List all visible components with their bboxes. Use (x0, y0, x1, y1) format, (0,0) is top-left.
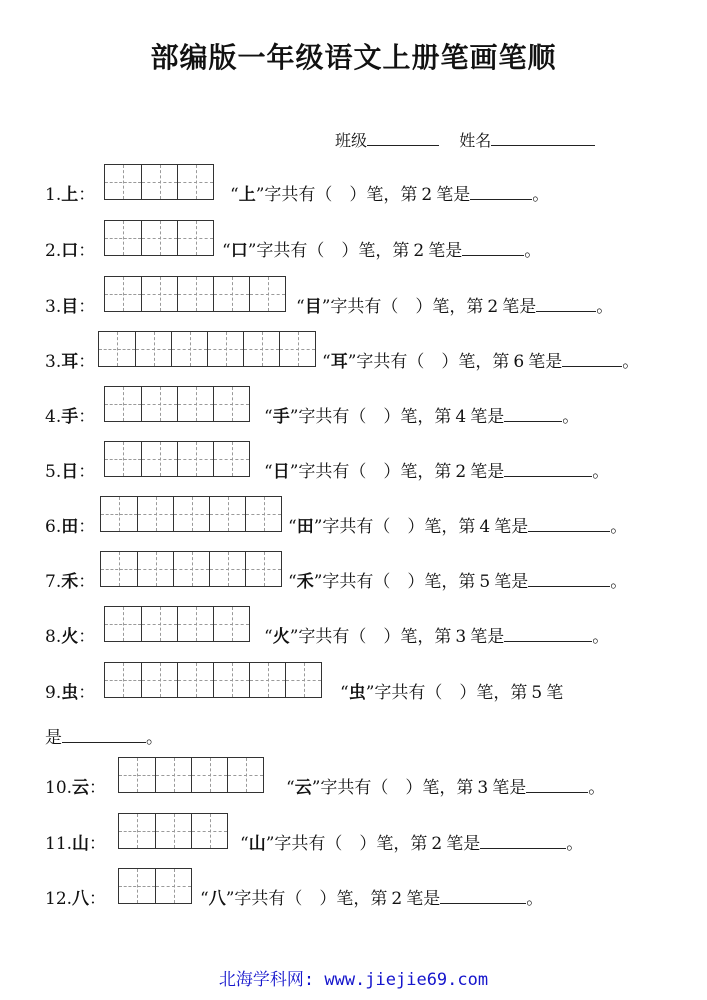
question-prefix: 字共有（ ）笔，第 (374, 683, 528, 703)
question-text: “虫”字共有（ ）笔，第 5 笔 (340, 683, 564, 703)
item-label: 4.手： (45, 407, 96, 427)
question-suffix: 笔是 (446, 834, 481, 854)
grid-cell[interactable] (105, 165, 141, 199)
item-char: 火 (61, 627, 79, 647)
end-mark: 。 (562, 407, 580, 427)
stroke-grid[interactable] (104, 606, 250, 642)
end-mark: 。 (146, 728, 163, 748)
answer-blank[interactable] (504, 464, 592, 477)
grid-cell[interactable] (171, 332, 207, 366)
grid-cell[interactable] (101, 497, 137, 531)
item-char: 手 (61, 407, 79, 427)
question-text: “禾”字共有（ ）笔，第 5 笔是 。 (288, 572, 628, 592)
question-suffix: 笔是 (470, 407, 505, 427)
grid-cell[interactable] (177, 387, 213, 421)
grid-cell[interactable] (155, 814, 191, 848)
question-text: “日”字共有（ ）笔，第 2 笔是 。 (264, 462, 610, 482)
question-text: “目”字共有（ ）笔，第 2 笔是 。 (296, 297, 614, 317)
stroke-grid[interactable] (104, 164, 214, 200)
question-suffix: 笔是 (406, 889, 441, 909)
item-label: 5.日： (45, 462, 96, 482)
question-suffix: 笔是 (470, 462, 505, 482)
item-number: 6. (45, 517, 62, 537)
grid-cell[interactable] (105, 277, 141, 311)
stroke-grid[interactable] (104, 386, 250, 422)
item-label: 11.山： (45, 834, 107, 854)
stroke-number: 3 (455, 627, 467, 647)
item-number: 1. (45, 185, 62, 205)
question-text: “云”字共有（ ）笔，第 3 笔是 。 (286, 778, 606, 798)
answer-blank[interactable] (528, 519, 610, 532)
grid-cell[interactable] (191, 814, 227, 848)
grid-cell[interactable] (119, 758, 155, 792)
stroke-grid[interactable] (104, 441, 250, 477)
question-continuation-text: 是 (45, 728, 62, 748)
question-prefix: 字共有（ ）笔，第 (256, 241, 410, 261)
grid-cell[interactable] (279, 332, 315, 366)
class-blank[interactable] (367, 131, 439, 146)
stroke-number: 3 (477, 778, 489, 798)
grid-cell[interactable] (137, 497, 173, 531)
question-prefix: 字共有（ ）笔，第 (320, 778, 474, 798)
question-char: 上 (238, 185, 256, 205)
item-char: 上 (61, 185, 79, 205)
item-label: 8.火： (45, 627, 96, 647)
question-prefix: 字共有（ ）笔，第 (298, 627, 452, 647)
item-label: 12.八： (45, 889, 107, 909)
item-number: 12. (45, 889, 73, 909)
end-mark: 。 (592, 462, 610, 482)
item-label: 3.目： (45, 297, 96, 317)
grid-cell[interactable] (101, 552, 137, 586)
question-text: “山”字共有（ ）笔，第 2 笔是 。 (240, 834, 584, 854)
question-prefix: 字共有（ ）笔，第 (322, 572, 476, 592)
grid-cell[interactable] (105, 663, 141, 697)
question-char: 火 (272, 627, 290, 647)
stroke-number: 2 (487, 297, 499, 317)
stroke-number: 5 (531, 683, 543, 703)
answer-blank[interactable] (480, 836, 566, 849)
item-label: 10.云： (45, 778, 107, 798)
grid-cell[interactable] (141, 387, 177, 421)
item-label: 6.田： (45, 517, 96, 537)
question-suffix: 笔是 (494, 517, 529, 537)
grid-cell[interactable] (141, 607, 177, 641)
grid-cell[interactable] (213, 663, 249, 697)
stroke-grid[interactable] (118, 813, 228, 849)
end-mark: 。 (596, 297, 614, 317)
question-text: “田”字共有（ ）笔，第 4 笔是 。 (288, 517, 628, 537)
answer-blank[interactable] (62, 730, 146, 743)
question-char: 口 (230, 241, 248, 261)
question-prefix: 字共有（ ）笔，第 (274, 834, 428, 854)
stroke-number: 2 (391, 889, 403, 909)
end-mark: 。 (592, 627, 610, 647)
question-char: 虫 (348, 683, 366, 703)
grid-cell[interactable] (141, 221, 177, 255)
grid-cell[interactable] (177, 607, 213, 641)
question-char: 耳 (330, 352, 348, 372)
stroke-grid[interactable] (100, 496, 282, 532)
class-label: 班级 (335, 131, 368, 150)
answer-blank[interactable] (562, 354, 622, 367)
grid-cell[interactable] (245, 497, 281, 531)
question-continuation (45, 723, 163, 748)
item-char: 日 (61, 462, 79, 482)
item-char: 虫 (61, 683, 79, 703)
answer-blank[interactable] (526, 780, 588, 793)
question-suffix: 笔是 (502, 297, 537, 317)
grid-cell[interactable] (243, 332, 279, 366)
end-mark: 。 (610, 517, 628, 537)
grid-cell[interactable] (177, 663, 213, 697)
item-char: 禾 (61, 572, 79, 592)
item-char: 八 (72, 889, 90, 909)
stroke-number: 2 (455, 462, 467, 482)
grid-cell[interactable] (213, 442, 249, 476)
grid-cell[interactable] (141, 442, 177, 476)
name-label: 姓名 (459, 131, 492, 150)
grid-cell[interactable] (209, 497, 245, 531)
student-info (335, 128, 595, 151)
item-label: 3.耳： (45, 352, 96, 372)
grid-cell[interactable] (105, 607, 141, 641)
question-char: 田 (296, 517, 314, 537)
question-text: “火”字共有（ ）笔，第 3 笔是 。 (264, 627, 610, 647)
item-number: 5. (45, 462, 62, 482)
stroke-grid[interactable] (104, 220, 214, 256)
item-number: 2. (45, 241, 62, 261)
question-prefix: 字共有（ ）笔，第 (234, 889, 388, 909)
question-text: “手”字共有（ ）笔，第 4 笔是 。 (264, 407, 580, 427)
grid-cell[interactable] (245, 552, 281, 586)
end-mark: 。 (526, 889, 544, 909)
item-number: 10. (45, 778, 73, 798)
item-number: 9. (45, 683, 62, 703)
grid-cell[interactable] (135, 332, 171, 366)
grid-cell[interactable] (155, 758, 191, 792)
item-char: 田 (61, 517, 79, 537)
question-text: “上”字共有（ ）笔，第 2 笔是 。 (230, 185, 550, 205)
end-mark: 。 (532, 185, 550, 205)
end-mark: 。 (524, 241, 542, 261)
item-label: 2.口： (45, 241, 96, 261)
question-suffix: 笔是 (470, 627, 505, 647)
question-suffix: 笔 (546, 683, 564, 703)
question-suffix: 笔是 (494, 572, 529, 592)
grid-cell[interactable] (191, 758, 227, 792)
question-prefix: 字共有（ ）笔，第 (322, 517, 476, 537)
question-suffix: 笔是 (436, 185, 471, 205)
stroke-number: 2 (421, 185, 433, 205)
item-label: 1.上： (45, 185, 96, 205)
item-number: 3. (45, 297, 62, 317)
item-char: 口 (61, 241, 79, 261)
item-number: 8. (45, 627, 62, 647)
answer-blank[interactable] (470, 187, 532, 200)
grid-cell[interactable] (155, 869, 191, 903)
grid-cell[interactable] (173, 497, 209, 531)
answer-blank[interactable] (504, 409, 562, 422)
grid-cell[interactable] (177, 165, 213, 199)
grid-cell[interactable] (285, 663, 321, 697)
end-mark: 。 (622, 352, 640, 372)
stroke-number: 2 (431, 834, 443, 854)
grid-cell[interactable] (213, 387, 249, 421)
answer-blank[interactable] (528, 574, 610, 587)
question-prefix: 字共有（ ）笔，第 (330, 297, 484, 317)
end-mark: 。 (610, 572, 628, 592)
end-mark: 。 (566, 834, 584, 854)
grid-cell[interactable] (99, 332, 135, 366)
stroke-grid[interactable] (98, 331, 316, 367)
question-text: “八”字共有（ ）笔，第 2 笔是 。 (200, 889, 544, 909)
item-label: 9.虫： (45, 683, 96, 703)
question-prefix: 字共有（ ）笔，第 (264, 185, 418, 205)
item-number: 11. (45, 834, 73, 854)
question-suffix: 笔是 (428, 241, 463, 261)
grid-cell[interactable] (141, 165, 177, 199)
question-text: “耳”字共有（ ）笔，第 6 笔是 。 (322, 352, 640, 372)
stroke-grid[interactable] (118, 757, 264, 793)
item-char: 山 (72, 834, 90, 854)
grid-cell[interactable] (249, 277, 285, 311)
name-blank[interactable] (491, 131, 595, 146)
grid-cell[interactable] (249, 663, 285, 697)
question-prefix: 字共有（ ）笔，第 (298, 407, 452, 427)
stroke-number: 4 (455, 407, 467, 427)
item-number: 4. (45, 407, 62, 427)
grid-cell[interactable] (105, 221, 141, 255)
item-number: 3. (45, 352, 62, 372)
stroke-grid[interactable] (118, 868, 192, 904)
grid-cell[interactable] (177, 277, 213, 311)
grid-cell[interactable] (227, 758, 263, 792)
grid-cell[interactable] (119, 814, 155, 848)
grid-cell[interactable] (105, 442, 141, 476)
grid-cell[interactable] (207, 332, 243, 366)
answer-blank[interactable] (440, 891, 526, 904)
question-prefix: 字共有（ ）笔，第 (298, 462, 452, 482)
grid-cell[interactable] (141, 663, 177, 697)
stroke-number: 5 (479, 572, 491, 592)
grid-cell[interactable] (141, 277, 177, 311)
question-suffix: 笔是 (528, 352, 563, 372)
stroke-number: 2 (413, 241, 425, 261)
stroke-number: 4 (479, 517, 491, 537)
end-mark: 。 (588, 778, 606, 798)
grid-cell[interactable] (177, 442, 213, 476)
item-char: 目 (61, 297, 79, 317)
answer-blank[interactable] (504, 629, 592, 642)
footer-watermark: 北海学科网: www.jiejie69.com (218, 970, 489, 990)
question-suffix: 笔是 (492, 778, 527, 798)
grid-cell[interactable] (213, 277, 249, 311)
question-char: 八 (208, 889, 226, 909)
stroke-number: 6 (513, 352, 525, 372)
question-char: 山 (248, 834, 266, 854)
page-title: 部编版一年级语文上册笔画笔顺 (150, 41, 557, 74)
question-char: 日 (272, 462, 290, 482)
answer-blank[interactable] (462, 243, 524, 256)
question-prefix: 字共有（ ）笔，第 (356, 352, 510, 372)
grid-cell[interactable] (177, 221, 213, 255)
question-char: 目 (304, 297, 322, 317)
item-number: 7. (45, 572, 62, 592)
grid-cell[interactable] (105, 387, 141, 421)
grid-cell[interactable] (137, 552, 173, 586)
item-char: 云 (72, 778, 90, 798)
question-char: 禾 (296, 572, 314, 592)
stroke-grid[interactable] (104, 662, 322, 698)
grid-cell[interactable] (209, 552, 245, 586)
grid-cell[interactable] (119, 869, 155, 903)
answer-blank[interactable] (536, 299, 596, 312)
question-char: 云 (294, 778, 312, 798)
question-text: “口”字共有（ ）笔，第 2 笔是 。 (222, 241, 542, 261)
item-char: 耳 (61, 352, 79, 372)
stroke-grid[interactable] (104, 276, 286, 312)
stroke-grid[interactable] (100, 551, 282, 587)
item-label: 7.禾： (45, 572, 96, 592)
question-char: 手 (272, 407, 290, 427)
grid-cell[interactable] (213, 607, 249, 641)
grid-cell[interactable] (173, 552, 209, 586)
